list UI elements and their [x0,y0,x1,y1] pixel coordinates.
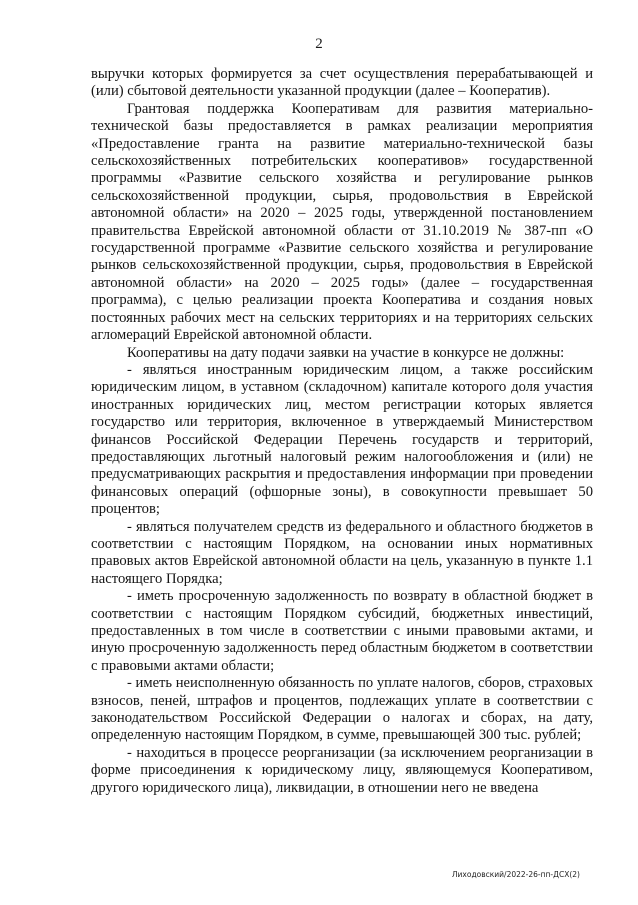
list-item-reorganization: - находиться в процессе реорганизации (за исключением реорганизации в форме присоединения к юридическому лицу, являющемуся Кооперативом, другого юридического лица), ликвидации, в отношении него не введена [91,744,593,796]
list-item-tax-obligation: - иметь неисполненную обязанность по уплате налогов, сборов, страховых взносов, пеней, штрафов и процентов, подлежащих уплате в соответствии с законодательством Российской Федерации о налогах и сборах, на дату, определенную настоящим Порядком, в сумме, превышающей 300 тыс. рублей; [91,675,593,744]
document-id-footer: Лиходовский/2022-26-пп-ДСХ(2) [451,870,580,879]
page-number: 2 [315,36,323,52]
paragraph-grant-support: Грантовая поддержка Кооперативам для развития материально-технической базы предоставляется в рамках реализации мероприятия «Предоставление гранта на развитие материально-технической базы сельскохозяйственных потребительских кооперативов» государственной программы «Развитие сельского хозяйства и регулирование рынков сельскохозяйственной продукции, сырья, продовольствия в Еврейской автономной области» на 2020 – 2025 годы, утвержденной постановлением правительства Еврейской автономной области от 31.10.2019 № 387-пп «О государственной программе «Развитие сельского хозяйства и регулирование рынков сельскохозяйственной продукции, сырья, продовольствия в Еврейской автономной области» на 2020 – 2025 годы» (далее – государственная программа), с целью реализации проекта Кооператива и создания новых постоянных рабочих мест на сельских территориях и на территориях сельских агломераций Еврейской автономной области. [91,100,593,344]
paragraph-continuation: выручки которых формируется за счет осуществления перерабатывающей и (или) сбытовой деятельности указанной продукции (далее – Кооператив). [91,66,593,100]
list-item-budget-recipient: - являться получателем средств из федерального и областного бюджетов в соответствии с настоящим Порядком, на основании иных нормативных правовых актов Еврейской автономной области на цель, указанную в пункте 1.1 настоящего Порядка; [91,518,593,587]
document-body [91,66,593,797]
list-item-foreign-entity: - являться иностранным юридическим лицом, а также российским юридическим лицом, в уставном (складочном) капитале которого доля участия иностранных юридических лиц, местом регистрации которых является государство или территория, включенное в утверждаемый Министерством финансов Российской Федерации Перечень государств и территорий, предоставляющих льготный налоговый режим налогообложения и (или) не предусматривающих раскрытия и предоставления информации при проведении финансовых операций (офшорные зоны), в совокупности превышает 50 процентов; [91,361,593,518]
paragraph-requirements-intro: Кооперативы на дату подачи заявки на участие в конкурсе не должны: [127,344,565,361]
list-item-overdue-debt: - иметь просроченную задолженность по возврату в областной бюджет в соответствии с настоящим Порядком субсидий, бюджетных инвестиций, предоставленных в том числе в соответствии с иными правовыми актами, и иную просроченную задолженность перед областным бюджетом в соответствии с правовыми актами области; [91,588,593,674]
